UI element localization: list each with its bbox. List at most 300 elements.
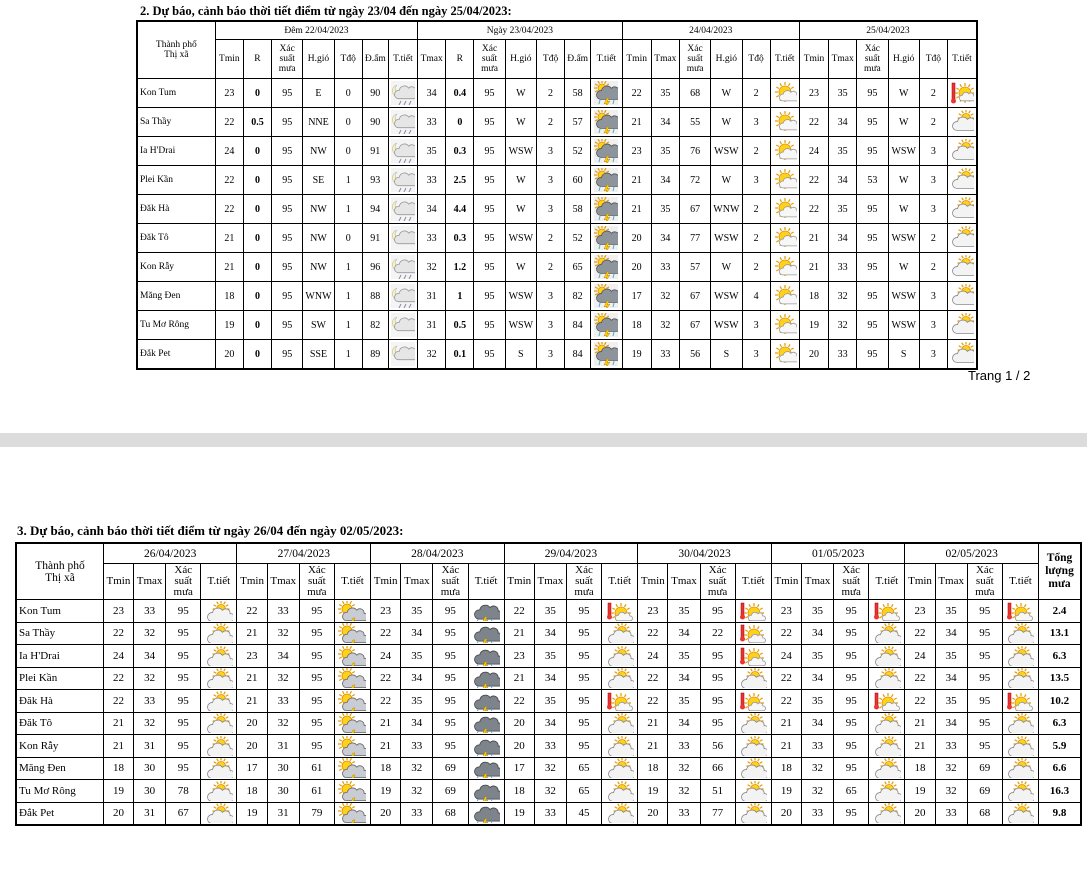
cell-value: 95 bbox=[834, 622, 869, 645]
table-row bbox=[16, 780, 1081, 803]
cell-value: 3 bbox=[919, 166, 947, 195]
cell-value: 20 bbox=[237, 735, 267, 758]
table-row bbox=[137, 108, 977, 137]
column-header: Tmin bbox=[371, 564, 401, 600]
cell-value: 18 bbox=[504, 780, 534, 803]
cell-value: 95 bbox=[857, 79, 888, 108]
cell-value: 72 bbox=[679, 166, 710, 195]
date-header: 01/05/2023 bbox=[771, 543, 905, 564]
cell-value: 32 bbox=[651, 282, 679, 311]
cell-value: 22 bbox=[771, 667, 801, 690]
column-header: Tmin bbox=[622, 40, 651, 79]
cell-value: 34 bbox=[134, 645, 166, 668]
cell-value: 21 bbox=[215, 253, 243, 282]
cell-value: 23 bbox=[103, 600, 133, 623]
column-header: T.tiết bbox=[770, 40, 799, 79]
sun-cloud-icon bbox=[770, 166, 799, 195]
cloud-sun-icon bbox=[735, 712, 771, 735]
cell-value: 18 bbox=[371, 757, 401, 780]
cell-value: 95 bbox=[433, 712, 468, 735]
cell-value: 22 bbox=[905, 667, 935, 690]
cell-value: 35 bbox=[829, 137, 857, 166]
cell-value: W bbox=[711, 253, 742, 282]
cell-value: 35 bbox=[935, 600, 967, 623]
hot-icon bbox=[869, 600, 905, 623]
cloud-sun-icon bbox=[201, 645, 237, 668]
cloud-sun-icon bbox=[735, 802, 771, 825]
night-cloud-rain-icon bbox=[388, 166, 417, 195]
cell-value: 32 bbox=[668, 757, 700, 780]
cell-value: NW bbox=[303, 253, 334, 282]
cell-value: 21 bbox=[771, 712, 801, 735]
column-header: T.tiết bbox=[201, 564, 237, 600]
column-header: Tđộ bbox=[536, 40, 564, 79]
cell-value: 22 bbox=[905, 622, 935, 645]
cell-value: WSW bbox=[711, 311, 742, 340]
cell-value: W bbox=[888, 79, 919, 108]
column-header: Xác suất mưa bbox=[857, 40, 888, 79]
cell-value: 35 bbox=[935, 645, 967, 668]
cell-value: 82 bbox=[565, 282, 591, 311]
cell-value: 95 bbox=[967, 735, 1002, 758]
column-header: T.tiết bbox=[334, 564, 370, 600]
cell-value: 19 bbox=[504, 802, 534, 825]
cell-value: 21 bbox=[371, 735, 401, 758]
column-header: Xác suất mưa bbox=[474, 40, 505, 79]
cell-value: 35 bbox=[534, 690, 566, 713]
total-rain: 6.3 bbox=[1039, 645, 1081, 668]
cell-value: 95 bbox=[967, 712, 1002, 735]
cell-value: 21 bbox=[237, 622, 267, 645]
cell-value: 95 bbox=[834, 735, 869, 758]
cell-value: 22 bbox=[638, 622, 668, 645]
cloud-sun-icon bbox=[201, 712, 237, 735]
cell-value: 95 bbox=[433, 645, 468, 668]
cell-value: 95 bbox=[272, 108, 303, 137]
cell-value: 95 bbox=[299, 712, 334, 735]
storm-cloud-icon bbox=[468, 622, 504, 645]
cell-value: WSW bbox=[505, 224, 536, 253]
group-header: 24/04/2023 bbox=[622, 21, 799, 40]
cell-value: 24 bbox=[799, 137, 828, 166]
cloud-sun-icon bbox=[869, 622, 905, 645]
cell-value: 24 bbox=[638, 645, 668, 668]
cell-value: 33 bbox=[534, 735, 566, 758]
cell-value: 33 bbox=[418, 166, 446, 195]
cell-value: 95 bbox=[700, 600, 735, 623]
column-header: Tmax bbox=[935, 564, 967, 600]
cell-value: 3 bbox=[536, 311, 564, 340]
cell-value: W bbox=[505, 166, 536, 195]
cell-value: WNW bbox=[303, 282, 334, 311]
cell-value: 95 bbox=[433, 622, 468, 645]
cell-value: WSW bbox=[711, 137, 742, 166]
cell-value: 21 bbox=[622, 108, 651, 137]
sun-cloud-icon bbox=[770, 137, 799, 166]
cell-value: 95 bbox=[857, 108, 888, 137]
cell-value: 95 bbox=[433, 690, 468, 713]
city-name: Đăk Hà bbox=[137, 195, 215, 224]
cell-value: 95 bbox=[272, 340, 303, 370]
cell-value: 33 bbox=[829, 340, 857, 370]
cell-value: 95 bbox=[474, 137, 505, 166]
cell-value: 21 bbox=[237, 690, 267, 713]
table-row bbox=[137, 137, 977, 166]
city-name: Đăk Hà bbox=[16, 690, 103, 713]
night-cloud-rain-icon bbox=[388, 282, 417, 311]
cell-value: 95 bbox=[857, 195, 888, 224]
column-header: Xác suất mưa bbox=[433, 564, 468, 600]
cell-value: 24 bbox=[371, 645, 401, 668]
cell-value: 0 bbox=[334, 224, 362, 253]
storm-sun-icon bbox=[334, 780, 370, 803]
column-header: Tmax bbox=[651, 40, 679, 79]
table-row bbox=[137, 311, 977, 340]
cloud-sun-icon bbox=[1002, 780, 1038, 803]
column-header: T.tiết bbox=[947, 40, 977, 79]
cell-value: 22 bbox=[905, 690, 935, 713]
column-header: Xác suất mưa bbox=[834, 564, 869, 600]
cell-value: 95 bbox=[299, 600, 334, 623]
cell-value: 95 bbox=[166, 735, 201, 758]
cell-value: 95 bbox=[700, 690, 735, 713]
column-header: Đ.ẩm bbox=[565, 40, 591, 79]
section-2-title: 2. Dự báo, cảnh báo thời tiết điểm từ ngày 23/04 đến ngày 25/04/2023: bbox=[140, 4, 512, 18]
cell-value: NNE bbox=[303, 108, 334, 137]
cell-value: 95 bbox=[566, 735, 601, 758]
cell-value: 24 bbox=[103, 645, 133, 668]
cloud-sun-icon bbox=[602, 712, 638, 735]
cell-value: 90 bbox=[362, 108, 388, 137]
cell-value: 20 bbox=[504, 712, 534, 735]
cell-value: 56 bbox=[700, 735, 735, 758]
cell-value: 34 bbox=[935, 622, 967, 645]
cell-value: 95 bbox=[299, 735, 334, 758]
cloud-sun-icon bbox=[947, 137, 977, 166]
cloud-sun-icon bbox=[602, 780, 638, 803]
cell-value: 69 bbox=[967, 757, 1002, 780]
cell-value: 23 bbox=[905, 600, 935, 623]
cell-value: 34 bbox=[668, 622, 700, 645]
cell-value: 95 bbox=[834, 712, 869, 735]
storm-sun-icon bbox=[334, 802, 370, 825]
cell-value: 52 bbox=[565, 224, 591, 253]
total-rain: 6.6 bbox=[1039, 757, 1081, 780]
cell-value: 34 bbox=[267, 645, 299, 668]
cell-value: 34 bbox=[401, 667, 433, 690]
cell-value: 95 bbox=[566, 712, 601, 735]
table-row bbox=[16, 802, 1081, 825]
table-row bbox=[16, 622, 1081, 645]
cloud-sun-icon bbox=[869, 780, 905, 803]
cell-value: 18 bbox=[103, 757, 133, 780]
rain-amount: 0.1 bbox=[446, 340, 474, 370]
cell-value: 32 bbox=[534, 757, 566, 780]
cell-value: W bbox=[505, 108, 536, 137]
cell-value: 34 bbox=[801, 712, 833, 735]
cell-value: 95 bbox=[834, 802, 869, 825]
cell-value: 2 bbox=[919, 224, 947, 253]
cell-value: 95 bbox=[967, 667, 1002, 690]
cloud-sun-icon bbox=[869, 645, 905, 668]
city-header: Thành phố Thị xã bbox=[16, 543, 103, 600]
forecast-table-26-02 bbox=[15, 542, 1082, 826]
column-header: Xác suất mưa bbox=[967, 564, 1002, 600]
cell-value: 34 bbox=[651, 166, 679, 195]
cell-value: 20 bbox=[905, 802, 935, 825]
cell-value: 95 bbox=[299, 645, 334, 668]
storm-icon bbox=[591, 137, 622, 166]
table-row bbox=[16, 690, 1081, 713]
cell-value: 21 bbox=[638, 712, 668, 735]
table-row bbox=[16, 735, 1081, 758]
table-row bbox=[16, 757, 1081, 780]
table-row bbox=[16, 645, 1081, 668]
cell-value: 3 bbox=[536, 282, 564, 311]
cell-value: 18 bbox=[905, 757, 935, 780]
cell-value: 77 bbox=[700, 802, 735, 825]
cloud-sun-icon bbox=[1002, 802, 1038, 825]
city-name: Măng Đen bbox=[16, 757, 103, 780]
sun-cloud-icon bbox=[770, 108, 799, 137]
cell-value: 21 bbox=[905, 735, 935, 758]
cloud-sun-icon bbox=[947, 311, 977, 340]
cell-value: 34 bbox=[668, 667, 700, 690]
cell-value: 22 bbox=[799, 195, 828, 224]
cell-value: 95 bbox=[474, 340, 505, 370]
column-header: Tmax bbox=[418, 40, 446, 79]
cell-value: 20 bbox=[371, 802, 401, 825]
cell-value: 19 bbox=[215, 311, 243, 340]
cell-value: 3 bbox=[536, 195, 564, 224]
cloud-sun-icon bbox=[1002, 622, 1038, 645]
rain-amount: 0 bbox=[243, 282, 271, 311]
cell-value: 22 bbox=[771, 690, 801, 713]
cell-value: 76 bbox=[679, 137, 710, 166]
cell-value: 95 bbox=[474, 253, 505, 282]
hot-icon bbox=[735, 600, 771, 623]
cell-value: 19 bbox=[905, 780, 935, 803]
cell-value: 1 bbox=[334, 340, 362, 370]
total-rain: 16.3 bbox=[1039, 780, 1081, 803]
city-header: Thành phố Thị xã bbox=[137, 21, 215, 79]
cell-value: 35 bbox=[401, 645, 433, 668]
cell-value: 95 bbox=[857, 311, 888, 340]
cell-value: 34 bbox=[401, 712, 433, 735]
cell-value: W bbox=[888, 166, 919, 195]
cell-value: 2 bbox=[536, 224, 564, 253]
cloud-sun-icon bbox=[1002, 757, 1038, 780]
cell-value: WSW bbox=[888, 224, 919, 253]
rain-amount: 0.5 bbox=[243, 108, 271, 137]
column-header: H.gió bbox=[888, 40, 919, 79]
column-header: Tmin bbox=[799, 40, 828, 79]
sun-cloud-icon bbox=[770, 253, 799, 282]
column-header: Tmin bbox=[237, 564, 267, 600]
cell-value: 95 bbox=[967, 645, 1002, 668]
cell-value: 60 bbox=[565, 166, 591, 195]
cell-value: 95 bbox=[474, 108, 505, 137]
cell-value: 93 bbox=[362, 166, 388, 195]
cell-value: S bbox=[888, 340, 919, 370]
cloud-sun-icon bbox=[869, 735, 905, 758]
cloud-sun-icon bbox=[201, 802, 237, 825]
cell-value: 82 bbox=[362, 311, 388, 340]
cell-value: 22 bbox=[799, 166, 828, 195]
cell-value: 32 bbox=[829, 311, 857, 340]
cell-value: 95 bbox=[166, 667, 201, 690]
cell-value: 33 bbox=[534, 802, 566, 825]
cell-value: 33 bbox=[267, 600, 299, 623]
storm-sun-icon bbox=[334, 757, 370, 780]
rain-amount: 0 bbox=[243, 166, 271, 195]
rain-amount: 0 bbox=[243, 311, 271, 340]
cell-value: WSW bbox=[888, 282, 919, 311]
cell-value: 21 bbox=[504, 622, 534, 645]
cell-value: 34 bbox=[418, 195, 446, 224]
cell-value: W bbox=[888, 195, 919, 224]
cell-value: 24 bbox=[771, 645, 801, 668]
column-header: H.gió bbox=[505, 40, 536, 79]
cell-value: 84 bbox=[565, 340, 591, 370]
cell-value: 2 bbox=[919, 108, 947, 137]
cell-value: 18 bbox=[771, 757, 801, 780]
cell-value: 69 bbox=[967, 780, 1002, 803]
cell-value: 95 bbox=[299, 667, 334, 690]
cell-value: 77 bbox=[679, 224, 710, 253]
cell-value: 79 bbox=[299, 802, 334, 825]
column-header: Tđộ bbox=[742, 40, 770, 79]
cell-value: 22 bbox=[215, 108, 243, 137]
cell-value: 95 bbox=[857, 137, 888, 166]
cell-value: 95 bbox=[166, 712, 201, 735]
cell-value: 35 bbox=[668, 645, 700, 668]
group-header: Đêm 22/04/2023 bbox=[215, 21, 417, 40]
cell-value: 21 bbox=[638, 735, 668, 758]
table-row bbox=[137, 282, 977, 311]
cell-value: W bbox=[505, 79, 536, 108]
storm-cloud-icon bbox=[468, 600, 504, 623]
storm-icon bbox=[591, 79, 622, 108]
column-header: R bbox=[243, 40, 271, 79]
cell-value: S bbox=[711, 340, 742, 370]
table-row bbox=[16, 600, 1081, 623]
column-header: Xác suất mưa bbox=[272, 40, 303, 79]
cloud-sun-icon bbox=[869, 712, 905, 735]
cell-value: 95 bbox=[166, 645, 201, 668]
cell-value: WSW bbox=[711, 224, 742, 253]
cell-value: 22 bbox=[215, 195, 243, 224]
cell-value: 66 bbox=[700, 757, 735, 780]
cell-value: 45 bbox=[566, 802, 601, 825]
cell-value: 58 bbox=[565, 195, 591, 224]
cell-value: W bbox=[505, 195, 536, 224]
column-header: Tmin bbox=[103, 564, 133, 600]
cell-value: 2 bbox=[919, 253, 947, 282]
hot-icon bbox=[602, 600, 638, 623]
cell-value: 95 bbox=[566, 600, 601, 623]
hot-icon bbox=[602, 690, 638, 713]
cell-value: 2 bbox=[742, 195, 770, 224]
rain-amount: 2.5 bbox=[446, 166, 474, 195]
cell-value: 2 bbox=[742, 137, 770, 166]
cell-value: 2 bbox=[742, 253, 770, 282]
cell-value: 35 bbox=[801, 600, 833, 623]
rain-amount: 0.3 bbox=[446, 224, 474, 253]
cell-value: 95 bbox=[474, 282, 505, 311]
cell-value: 95 bbox=[272, 195, 303, 224]
cloud-sun-icon bbox=[602, 802, 638, 825]
date-header: 29/04/2023 bbox=[504, 543, 638, 564]
cell-value: 2 bbox=[742, 79, 770, 108]
cell-value: 19 bbox=[237, 802, 267, 825]
total-rain: 6.3 bbox=[1039, 712, 1081, 735]
rain-amount: 0 bbox=[243, 137, 271, 166]
cell-value: 34 bbox=[651, 108, 679, 137]
cell-value: 31 bbox=[267, 735, 299, 758]
cell-value: 34 bbox=[534, 712, 566, 735]
cell-value: 19 bbox=[622, 340, 651, 370]
cell-value: WSW bbox=[505, 311, 536, 340]
cloud-sun-icon bbox=[869, 757, 905, 780]
city-name: Đắk Pet bbox=[16, 802, 103, 825]
storm-icon bbox=[591, 195, 622, 224]
column-header: Tmin bbox=[638, 564, 668, 600]
table-row bbox=[137, 195, 977, 224]
cell-value: 17 bbox=[622, 282, 651, 311]
cell-value: SSE bbox=[303, 340, 334, 370]
hot-icon bbox=[869, 690, 905, 713]
table-row bbox=[137, 253, 977, 282]
table-row bbox=[137, 166, 977, 195]
night-cloud-rain-icon bbox=[388, 253, 417, 282]
cell-value: 24 bbox=[905, 645, 935, 668]
sun-cloud-icon bbox=[770, 282, 799, 311]
date-header: 02/05/2023 bbox=[905, 543, 1039, 564]
cell-value: 34 bbox=[829, 166, 857, 195]
cell-value: 95 bbox=[272, 166, 303, 195]
column-header: H.gió bbox=[303, 40, 334, 79]
cell-value: 21 bbox=[622, 166, 651, 195]
cell-value: W bbox=[711, 166, 742, 195]
cell-value: 32 bbox=[267, 712, 299, 735]
table-row bbox=[137, 340, 977, 370]
sun-cloud-icon bbox=[770, 224, 799, 253]
cell-value: 21 bbox=[799, 224, 828, 253]
date-header: 27/04/2023 bbox=[237, 543, 371, 564]
cell-value: 95 bbox=[272, 224, 303, 253]
cell-value: 23 bbox=[371, 600, 401, 623]
cell-value: 65 bbox=[566, 780, 601, 803]
cell-value: 24 bbox=[215, 137, 243, 166]
cell-value: 33 bbox=[267, 690, 299, 713]
cell-value: W bbox=[888, 108, 919, 137]
night-cloud-rain-icon bbox=[388, 79, 417, 108]
cell-value: 22 bbox=[215, 166, 243, 195]
total-rain: 13.1 bbox=[1039, 622, 1081, 645]
cell-value: 2 bbox=[536, 253, 564, 282]
cell-value: 95 bbox=[166, 757, 201, 780]
cloud-sun-icon bbox=[735, 667, 771, 690]
cell-value: 20 bbox=[771, 802, 801, 825]
column-header: Tmin bbox=[771, 564, 801, 600]
column-header: T.tiết bbox=[1002, 564, 1038, 600]
column-header: Tmax bbox=[401, 564, 433, 600]
column-header: T.tiết bbox=[735, 564, 771, 600]
cell-value: 35 bbox=[935, 690, 967, 713]
storm-cloud-icon bbox=[468, 802, 504, 825]
cloud-sun-icon bbox=[947, 195, 977, 224]
